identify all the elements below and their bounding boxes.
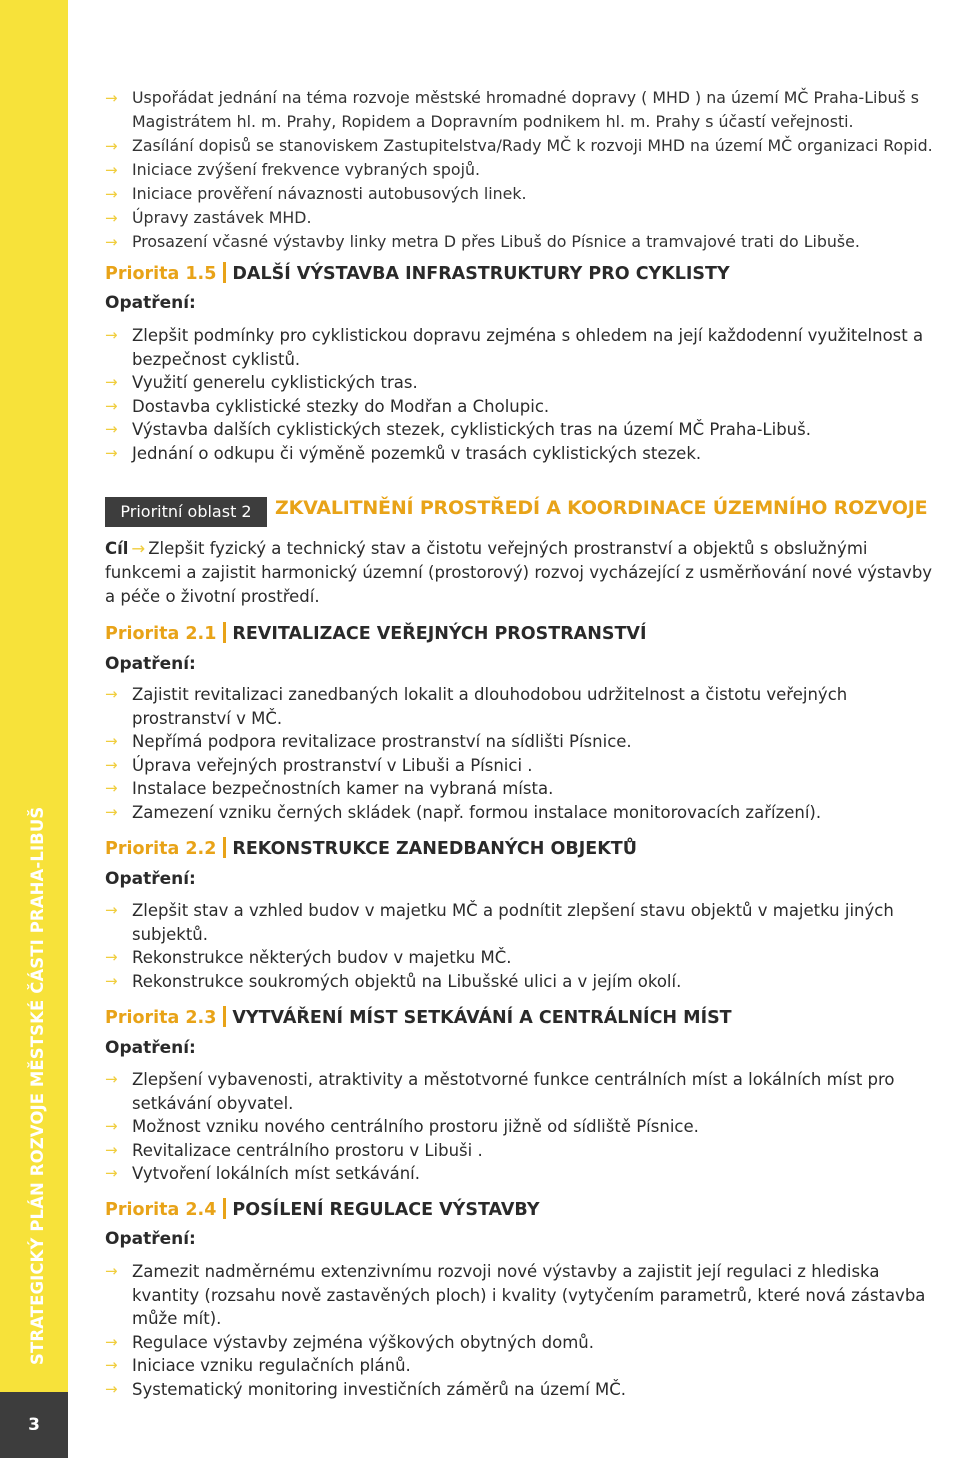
list-item bbox=[105, 371, 935, 395]
priority-2-3-heading bbox=[105, 1006, 732, 1028]
arrow-icon: → bbox=[105, 1379, 118, 1398]
list-item-text: Nepřímá podpora revitalizace prostranství na sídlišti Písnice. bbox=[132, 732, 632, 751]
list-item-text: Vytvoření lokálních míst setkávání. bbox=[132, 1164, 420, 1183]
list-item bbox=[105, 442, 935, 466]
arrow-icon: → bbox=[105, 443, 118, 462]
list-item bbox=[105, 395, 935, 419]
list-item-text: Prosazení včasné výstavby linky metra D přes Libuš do Písnice a tramvajové trati do Libuše. bbox=[132, 232, 860, 251]
list-item-text: Jednání o odkupu či výměně pozemků v trasách cyklistických stezek. bbox=[132, 443, 702, 463]
priority-label: Priorita 2.2 bbox=[105, 839, 217, 859]
list-item bbox=[105, 418, 935, 442]
priority-title: POSÍLENÍ REGULACE VÝSTAVBY bbox=[232, 1200, 540, 1220]
page-number: 3 bbox=[28, 1415, 40, 1435]
list-item-text: Rekonstrukce soukromých objektů na Libušské ulici a v jejím okolí. bbox=[132, 971, 682, 991]
priority-title: DALŠÍ VÝSTAVBA INFRASTRUKTURY PRO CYKLISTY bbox=[232, 264, 730, 284]
list-item bbox=[105, 1139, 935, 1163]
arrow-icon: → bbox=[105, 779, 118, 797]
list-item bbox=[105, 730, 935, 754]
arrow-icon: → bbox=[105, 137, 118, 155]
goal-text: Zlepšit fyzický a technický stav a čistotu veřejných prostranství a objektů s obslužnými funkcemi a zajistit harmonický územní (prostorový) rozvoj vycházející z usměrňování nové výstavby a péče o životní prostředí. bbox=[105, 539, 933, 606]
arrow-icon: → bbox=[105, 755, 118, 774]
list-item-text: Regulace výstavby zejména výškových obytných domů. bbox=[132, 1332, 594, 1352]
priority-label: Priorita 2.4 bbox=[105, 1200, 217, 1220]
priority-1-5-heading bbox=[105, 262, 730, 284]
list-item bbox=[105, 1331, 935, 1355]
list-item bbox=[105, 134, 935, 158]
arrow-icon: → bbox=[105, 185, 118, 203]
arrow-icon: → bbox=[105, 373, 118, 391]
priority-2-3-list bbox=[105, 1068, 935, 1186]
priority-divider bbox=[223, 1006, 226, 1027]
arrow-icon: → bbox=[105, 209, 118, 227]
list-item-text: Zajistit revitalizaci zanedbaných lokalit a dlouhodobou udržitelnost a čistotu veřejných prostranství v MČ. bbox=[132, 685, 848, 728]
goal-label: Cíl bbox=[105, 539, 129, 558]
list-item bbox=[105, 230, 935, 254]
arrow-icon: → bbox=[105, 1140, 118, 1159]
priority-area-label: Prioritní oblast 2 bbox=[105, 497, 267, 525]
list-item-text: Revitalizace centrálního prostoru v Libuši . bbox=[132, 1140, 483, 1160]
priority-2-4-list bbox=[105, 1260, 935, 1401]
list-item-text: Iniciace vzniku regulačních plánů. bbox=[132, 1356, 411, 1375]
measures-label: Opatření: bbox=[105, 654, 196, 674]
arrow-icon: → bbox=[105, 1332, 118, 1351]
list-item bbox=[105, 206, 935, 230]
list-item-text: Iniciace zvýšení frekvence vybraných spojů. bbox=[132, 160, 481, 179]
priority-label: Priorita 2.3 bbox=[105, 1008, 217, 1028]
arrow-icon: → bbox=[105, 161, 118, 179]
arrow-icon: → bbox=[105, 732, 118, 750]
list-item-text: Instalace bezpečnostních kamer na vybraná místa. bbox=[132, 779, 554, 798]
measures-label: Opatření: bbox=[105, 293, 196, 313]
arrow-icon: → bbox=[105, 901, 118, 919]
priority-label: Priorita 2.1 bbox=[105, 624, 217, 644]
priority-2-2-heading bbox=[105, 837, 637, 859]
measures-label: Opatření: bbox=[105, 869, 196, 889]
list-item-text: Dostavba cyklistické stezky do Modřan a Cholupic. bbox=[132, 396, 550, 416]
measures-label: Opatření: bbox=[105, 1229, 196, 1249]
arrow-icon: → bbox=[105, 1356, 118, 1374]
list-item-text: Úpravy zastávek MHD. bbox=[132, 208, 312, 227]
arrow-icon: → bbox=[105, 89, 118, 107]
list-item bbox=[105, 86, 935, 134]
list-item-text: Zamezení vzniku černých skládek (např. formou instalace monitorovacích zařízení). bbox=[132, 802, 822, 822]
list-item bbox=[105, 899, 935, 946]
priority-1-5-list bbox=[105, 324, 935, 465]
goal-paragraph bbox=[105, 537, 935, 609]
priority-title: REKONSTRUKCE ZANEDBANÝCH OBJEKTŮ bbox=[232, 839, 637, 859]
priority-2-1-heading bbox=[105, 622, 646, 644]
list-item-text: Rekonstrukce některých budov v majetku MČ. bbox=[132, 948, 512, 967]
priority-title: REVITALIZACE VEŘEJNÝCH PROSTRANSTVÍ bbox=[232, 624, 647, 644]
list-item bbox=[105, 1378, 935, 1402]
list-item-text: Využití generelu cyklistických tras. bbox=[132, 373, 418, 392]
list-item-text: Výstavba dalších cyklistických stezek, cyklistických tras na území MČ Praha-Libuš. bbox=[132, 420, 811, 439]
priority-area-title: ZKVALITNĚNÍ PROSTŘEDÍ A KOORDINACE ÚZEMNÍHO ROZVOJE bbox=[275, 497, 928, 519]
arrow-icon: → bbox=[105, 971, 118, 990]
list-item bbox=[105, 1260, 935, 1331]
arrow-icon: → bbox=[105, 420, 118, 438]
priority-divider bbox=[223, 622, 226, 643]
arrow-icon: → bbox=[131, 539, 146, 558]
priority-divider bbox=[223, 1198, 226, 1219]
list-item bbox=[105, 970, 935, 994]
list-item bbox=[105, 801, 935, 825]
priority-2-2-list bbox=[105, 899, 935, 993]
list-item bbox=[105, 946, 935, 970]
list-item bbox=[105, 324, 935, 371]
arrow-icon: → bbox=[105, 1117, 118, 1135]
priority-area-underline bbox=[105, 525, 267, 527]
arrow-icon: → bbox=[105, 685, 118, 703]
list-item bbox=[105, 777, 935, 801]
priority-label: Priorita 1.5 bbox=[105, 264, 217, 284]
priority-divider bbox=[223, 837, 226, 858]
sidebar-title: STRATEGICKÝ PLÁN ROZVOJE MĚSTSKÉ ČÁSTI PRAHA-LIBUŠ bbox=[28, 806, 47, 1365]
list-item bbox=[105, 182, 935, 206]
list-item bbox=[105, 1115, 935, 1139]
list-item bbox=[105, 683, 935, 730]
arrow-icon: → bbox=[105, 396, 118, 415]
measures-label: Opatření: bbox=[105, 1038, 196, 1058]
arrow-icon: → bbox=[105, 233, 118, 251]
list-item bbox=[105, 158, 935, 182]
arrow-icon: → bbox=[105, 802, 118, 821]
list-item-text: Zlepšení vybavenosti, atraktivity a městotvorné funkce centrálních míst a lokálních míst pro setkávání obyvatel. bbox=[132, 1070, 895, 1113]
list-item bbox=[105, 1354, 935, 1378]
arrow-icon: → bbox=[105, 1262, 118, 1280]
priority-2-1-list bbox=[105, 683, 935, 824]
list-item bbox=[105, 754, 935, 778]
list-item-text: Iniciace prověření návaznosti autobusových linek. bbox=[132, 184, 527, 203]
list-item-text: Možnost vzniku nového centrálního prostoru jižně od sídliště Písnice. bbox=[132, 1117, 699, 1136]
list-item-text: Zlepšit stav a vzhled budov v majetku MČ a podnítit zlepšení stavu objektů v majetku jiných subjektů. bbox=[132, 901, 894, 944]
list-item-text: Zasílání dopisů se stanoviskem Zastupitelstva/Rady MČ k rozvoji MHD na území MČ organizaci Ropid. bbox=[132, 136, 933, 155]
priority-2-4-heading bbox=[105, 1198, 540, 1220]
list-item bbox=[105, 1162, 935, 1186]
list-item-text: Uspořádat jednání na téma rozvoje městské hromadné dopravy ( MHD ) na území MČ Praha-Libuš s Magistrátem hl. m. Prahy, Ropidem a Dopravním podnikem hl. m. Prahy s účastí veřejnosti. bbox=[132, 88, 919, 131]
list-item-text: Zamezit nadměrnému extenzivnímu rozvoji nové výstavby a zajistit její regulaci z hlediska kvantity (rozsahu nově zastavěných ploch) i kvality (vytyčením parametrů, které nová zástavba může mít). bbox=[132, 1262, 926, 1328]
list-item-text: Zlepšit podmínky pro cyklistickou dopravu zejména s ohledem na její každodenní využitelnost a bezpečnost cyklistů. bbox=[132, 326, 924, 369]
arrow-icon: → bbox=[105, 1070, 118, 1088]
arrow-icon: → bbox=[105, 1164, 118, 1182]
list-item bbox=[105, 1068, 935, 1115]
intro-list bbox=[105, 86, 935, 254]
list-item-text: Úprava veřejných prostranství v Libuši a Písnici . bbox=[132, 755, 533, 775]
priority-title: VYTVÁŘENÍ MÍST SETKÁVÁNÍ A CENTRÁLNÍCH MÍST bbox=[232, 1008, 732, 1028]
arrow-icon: → bbox=[105, 948, 118, 966]
priority-divider bbox=[223, 262, 226, 283]
list-item-text: Systematický monitoring investičních záměrů na území MČ. bbox=[132, 1379, 627, 1399]
arrow-icon: → bbox=[105, 326, 118, 344]
